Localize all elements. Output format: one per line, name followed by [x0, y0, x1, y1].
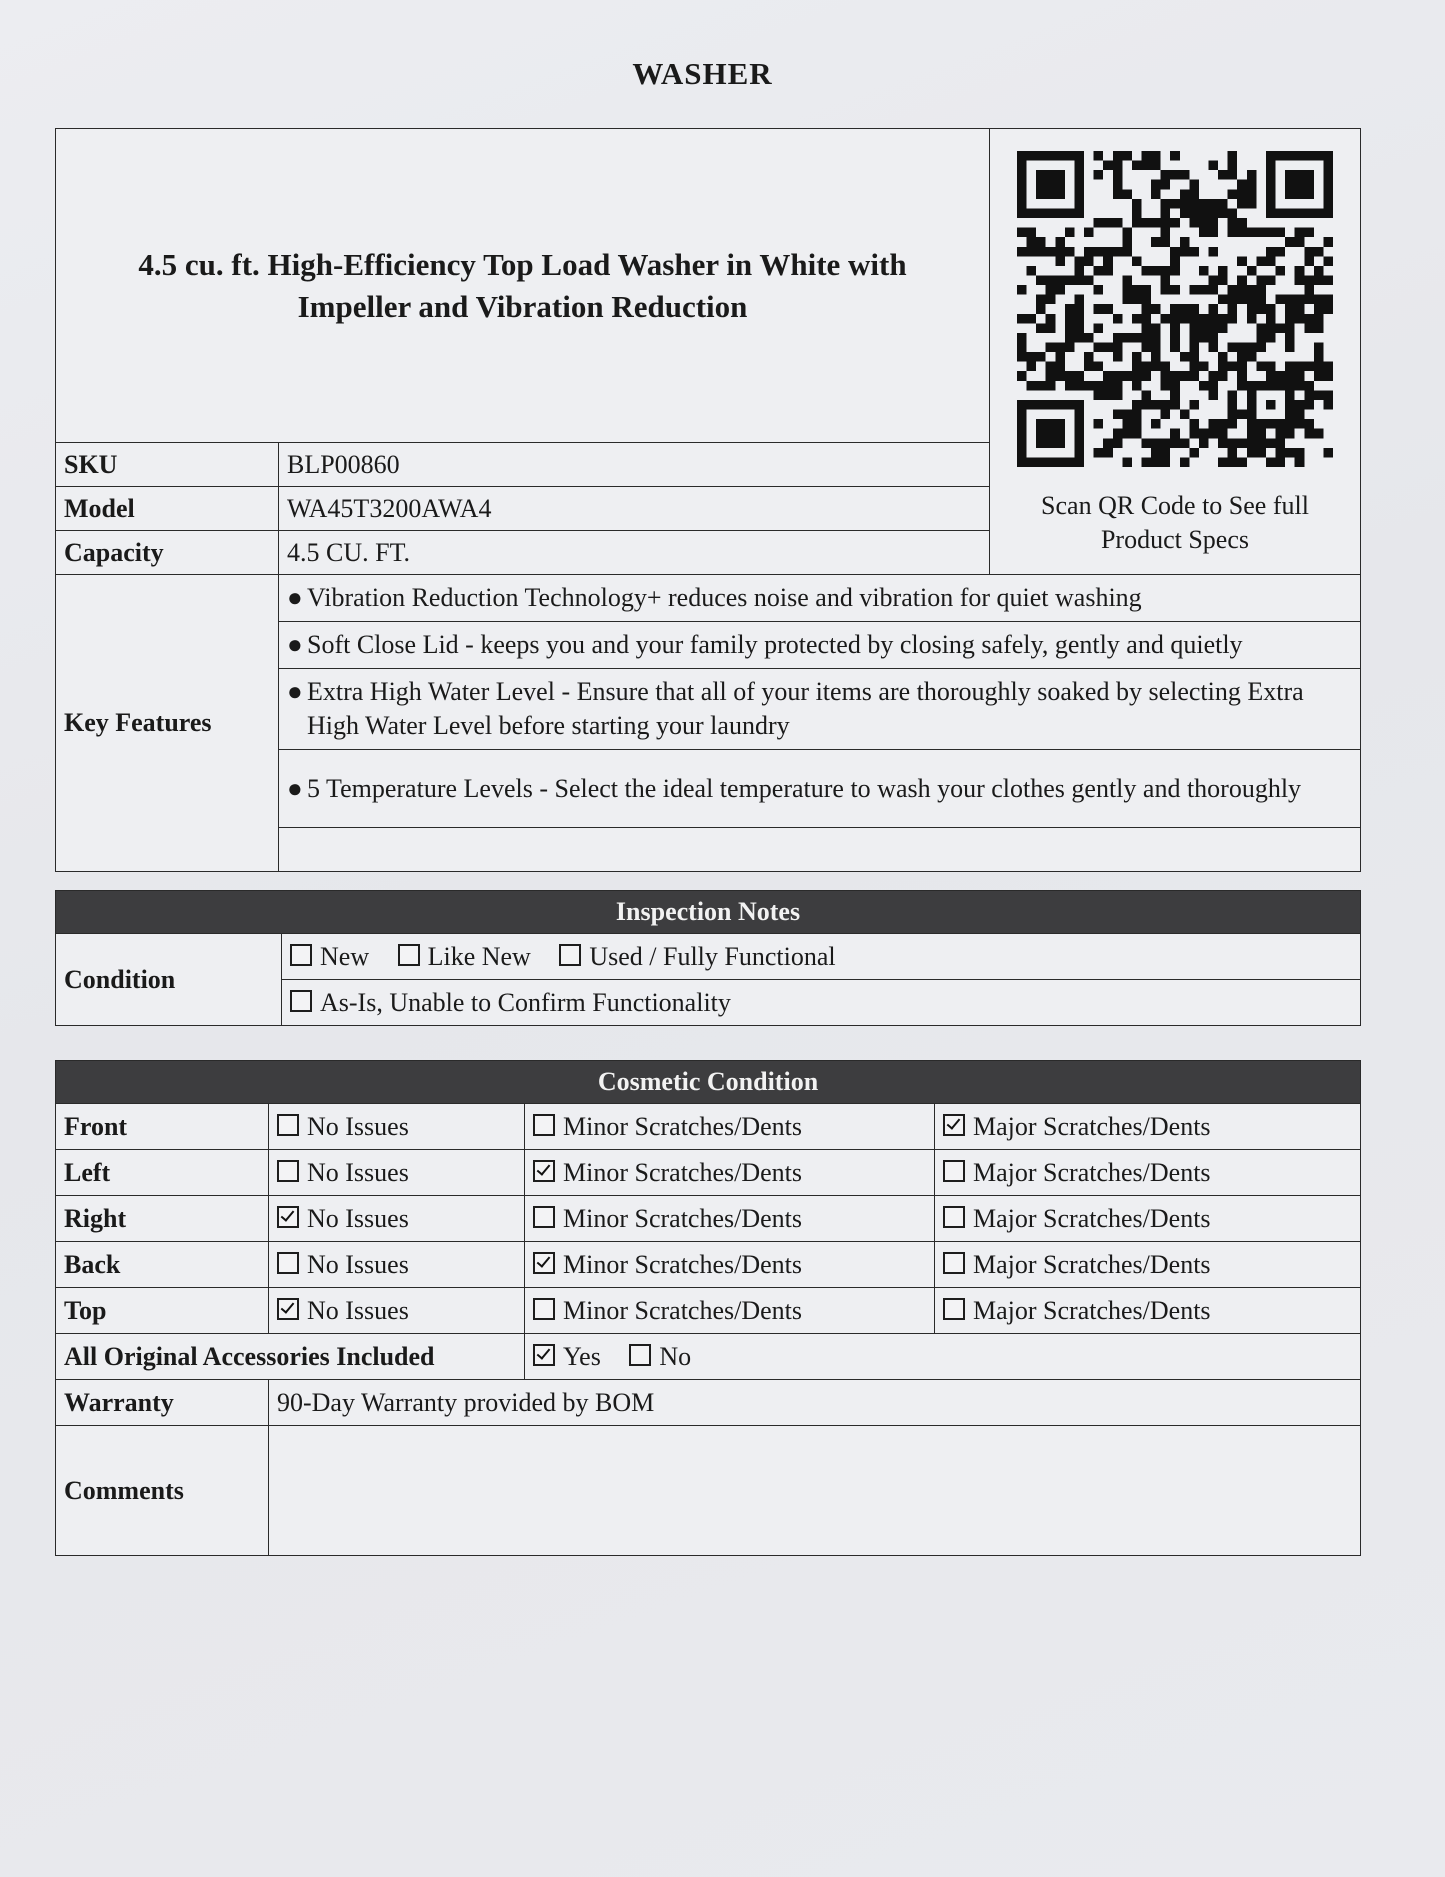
inspection-notes-header: Inspection Notes [56, 891, 1361, 934]
cosmetic-row-label: Front [56, 1104, 269, 1150]
option-label: No Issues [307, 1203, 409, 1233]
feature-empty-row [279, 828, 1361, 872]
page-title: WASHER [632, 56, 773, 91]
cosmetic-option-major-scratches[interactable] [935, 1242, 1361, 1288]
warranty-value: 90-Day Warranty provided by BOM [269, 1380, 1361, 1426]
option-label: Minor Scratches/Dents [563, 1249, 803, 1279]
bullet-icon: ● [287, 773, 303, 803]
cosmetic-option-minor-scratches[interactable] [525, 1196, 935, 1242]
cosmetic-row-label: Right [56, 1196, 269, 1242]
cosmetic-option-major-scratches[interactable] [935, 1196, 1361, 1242]
checked-checkbox-icon[interactable] [943, 1114, 965, 1136]
product-title-line-1: 4.5 cu. ft. High-Efficiency Top Load Washer in White with [138, 246, 907, 282]
product-info-table [55, 128, 1360, 872]
accessories-options [525, 1334, 1361, 1380]
accessories-yes-option[interactable] [533, 1342, 601, 1372]
checkbox-icon[interactable] [398, 944, 420, 966]
option-label: No Issues [307, 1295, 409, 1325]
cosmetic-condition-header: Cosmetic Condition [56, 1061, 1361, 1104]
feature-text: Soft Close Lid - keeps you and your family protected by closing safely, gently and quietly [307, 630, 1243, 659]
inspection-notes-table [55, 890, 1360, 1026]
option-label: Minor Scratches/Dents [563, 1157, 803, 1187]
checkbox-icon[interactable] [277, 1252, 299, 1274]
option-label: Major Scratches/Dents [973, 1249, 1211, 1279]
qr-caption-line-2: Product Specs [1100, 525, 1250, 554]
feature-text: Vibration Reduction Technology+ reduces noise and vibration for quiet washing [307, 583, 1142, 612]
condition-option-new[interactable] [290, 942, 369, 972]
accessories-label: All Original Accessories Included [56, 1334, 525, 1380]
feature-text: Extra High Water Level - Ensure that all of your items are thoroughly soaked by selecting Extra High Water Level before starting your laundry [307, 677, 1304, 740]
warranty-label: Warranty [56, 1380, 269, 1426]
qr-caption-line-1: Scan QR Code to See full [1041, 491, 1309, 520]
checked-checkbox-icon[interactable] [533, 1252, 555, 1274]
checkbox-icon[interactable] [943, 1252, 965, 1274]
option-label: Minor Scratches/Dents [563, 1111, 803, 1141]
checked-checkbox-icon[interactable] [533, 1160, 555, 1182]
bullet-icon: ● [287, 630, 303, 659]
checkbox-icon[interactable] [533, 1206, 555, 1228]
cosmetic-option-minor-scratches[interactable] [525, 1288, 935, 1334]
accessories-no-option[interactable] [629, 1342, 691, 1372]
model-value: WA45T3200AWA4 [279, 487, 990, 531]
cosmetic-option-no-issues[interactable] [269, 1104, 525, 1150]
condition-option-like-new[interactable] [398, 942, 531, 972]
option-label: Major Scratches/Dents [973, 1203, 1211, 1233]
option-label: Major Scratches/Dents [973, 1295, 1211, 1325]
feature-item [279, 669, 1361, 750]
cosmetic-option-major-scratches[interactable] [935, 1150, 1361, 1196]
option-label: Minor Scratches/Dents [563, 1295, 803, 1325]
cosmetic-option-no-issues[interactable] [269, 1288, 525, 1334]
feature-item [279, 622, 1361, 669]
feature-item [279, 750, 1361, 828]
table-row [56, 1242, 1361, 1288]
checkbox-icon[interactable] [290, 990, 312, 1012]
option-label: As-Is, Unable to Confirm Functionality [320, 987, 731, 1017]
option-label: No Issues [307, 1249, 409, 1279]
cosmetic-option-minor-scratches[interactable] [525, 1242, 935, 1288]
table-row [56, 1150, 1361, 1196]
checkbox-icon[interactable] [533, 1298, 555, 1320]
comments-field[interactable] [269, 1426, 1361, 1556]
option-label: No Issues [307, 1111, 409, 1141]
cosmetic-option-no-issues[interactable] [269, 1242, 525, 1288]
cosmetic-option-no-issues[interactable] [269, 1196, 525, 1242]
table-row [56, 1104, 1361, 1150]
condition-options-row [282, 980, 1361, 1026]
feature-item [279, 575, 1361, 622]
condition-options-row [282, 934, 1361, 980]
comments-label: Comments [56, 1426, 269, 1556]
capacity-label: Capacity [56, 531, 279, 575]
cosmetic-condition-table [55, 1060, 1360, 1556]
condition-option-as-is[interactable] [290, 988, 731, 1018]
checkbox-icon[interactable] [533, 1114, 555, 1136]
sku-value: BLP00860 [279, 443, 990, 487]
bullet-icon: ● [287, 583, 303, 612]
capacity-value: 4.5 CU. FT. [279, 531, 990, 575]
checked-checkbox-icon[interactable] [277, 1298, 299, 1320]
checked-checkbox-icon[interactable] [277, 1206, 299, 1228]
sku-label: SKU [56, 443, 279, 487]
cosmetic-option-major-scratches[interactable] [935, 1104, 1361, 1150]
cosmetic-row-label: Back [56, 1242, 269, 1288]
option-label: No Issues [307, 1157, 409, 1187]
table-row [56, 1196, 1361, 1242]
checkbox-icon[interactable] [533, 1344, 555, 1366]
option-label: Major Scratches/Dents [973, 1111, 1211, 1141]
checkbox-icon[interactable] [943, 1298, 965, 1320]
option-label: Minor Scratches/Dents [563, 1203, 803, 1233]
bullet-icon: ● [287, 677, 303, 706]
option-label: New [320, 941, 370, 971]
checkbox-icon[interactable] [290, 944, 312, 966]
product-title-line-2: Impeller and Vibration Reduction [297, 288, 748, 324]
checkbox-icon[interactable] [277, 1160, 299, 1182]
checkbox-icon[interactable] [277, 1114, 299, 1136]
cosmetic-row-label: Top [56, 1288, 269, 1334]
cosmetic-option-minor-scratches[interactable] [525, 1150, 935, 1196]
condition-label: Condition [56, 934, 282, 1026]
checkbox-icon[interactable] [559, 944, 581, 966]
cosmetic-option-major-scratches[interactable] [935, 1288, 1361, 1334]
option-label: Like New [427, 941, 531, 971]
condition-option-used[interactable] [559, 942, 835, 972]
cosmetic-row-label: Left [56, 1150, 269, 1196]
option-label: Used / Fully Functional [589, 941, 836, 971]
option-label: Major Scratches/Dents [973, 1157, 1211, 1187]
product-title [56, 129, 990, 443]
cosmetic-option-minor-scratches[interactable] [525, 1104, 935, 1150]
qr-code-icon[interactable] [1017, 151, 1333, 467]
checkbox-icon[interactable] [943, 1160, 965, 1182]
option-label: No [659, 1341, 692, 1371]
feature-text: 5 Temperature Levels - Select the ideal temperature to wash your clothes gently and thoroughly [307, 773, 1302, 803]
table-row [56, 1288, 1361, 1334]
checkbox-icon[interactable] [943, 1206, 965, 1228]
key-features-label: Key Features [56, 575, 279, 872]
model-label: Model [56, 487, 279, 531]
qr-code-cell [990, 129, 1361, 575]
qr-caption [998, 489, 1352, 557]
checkbox-icon[interactable] [629, 1344, 651, 1366]
option-label: Yes [563, 1341, 601, 1371]
cosmetic-option-no-issues[interactable] [269, 1150, 525, 1196]
